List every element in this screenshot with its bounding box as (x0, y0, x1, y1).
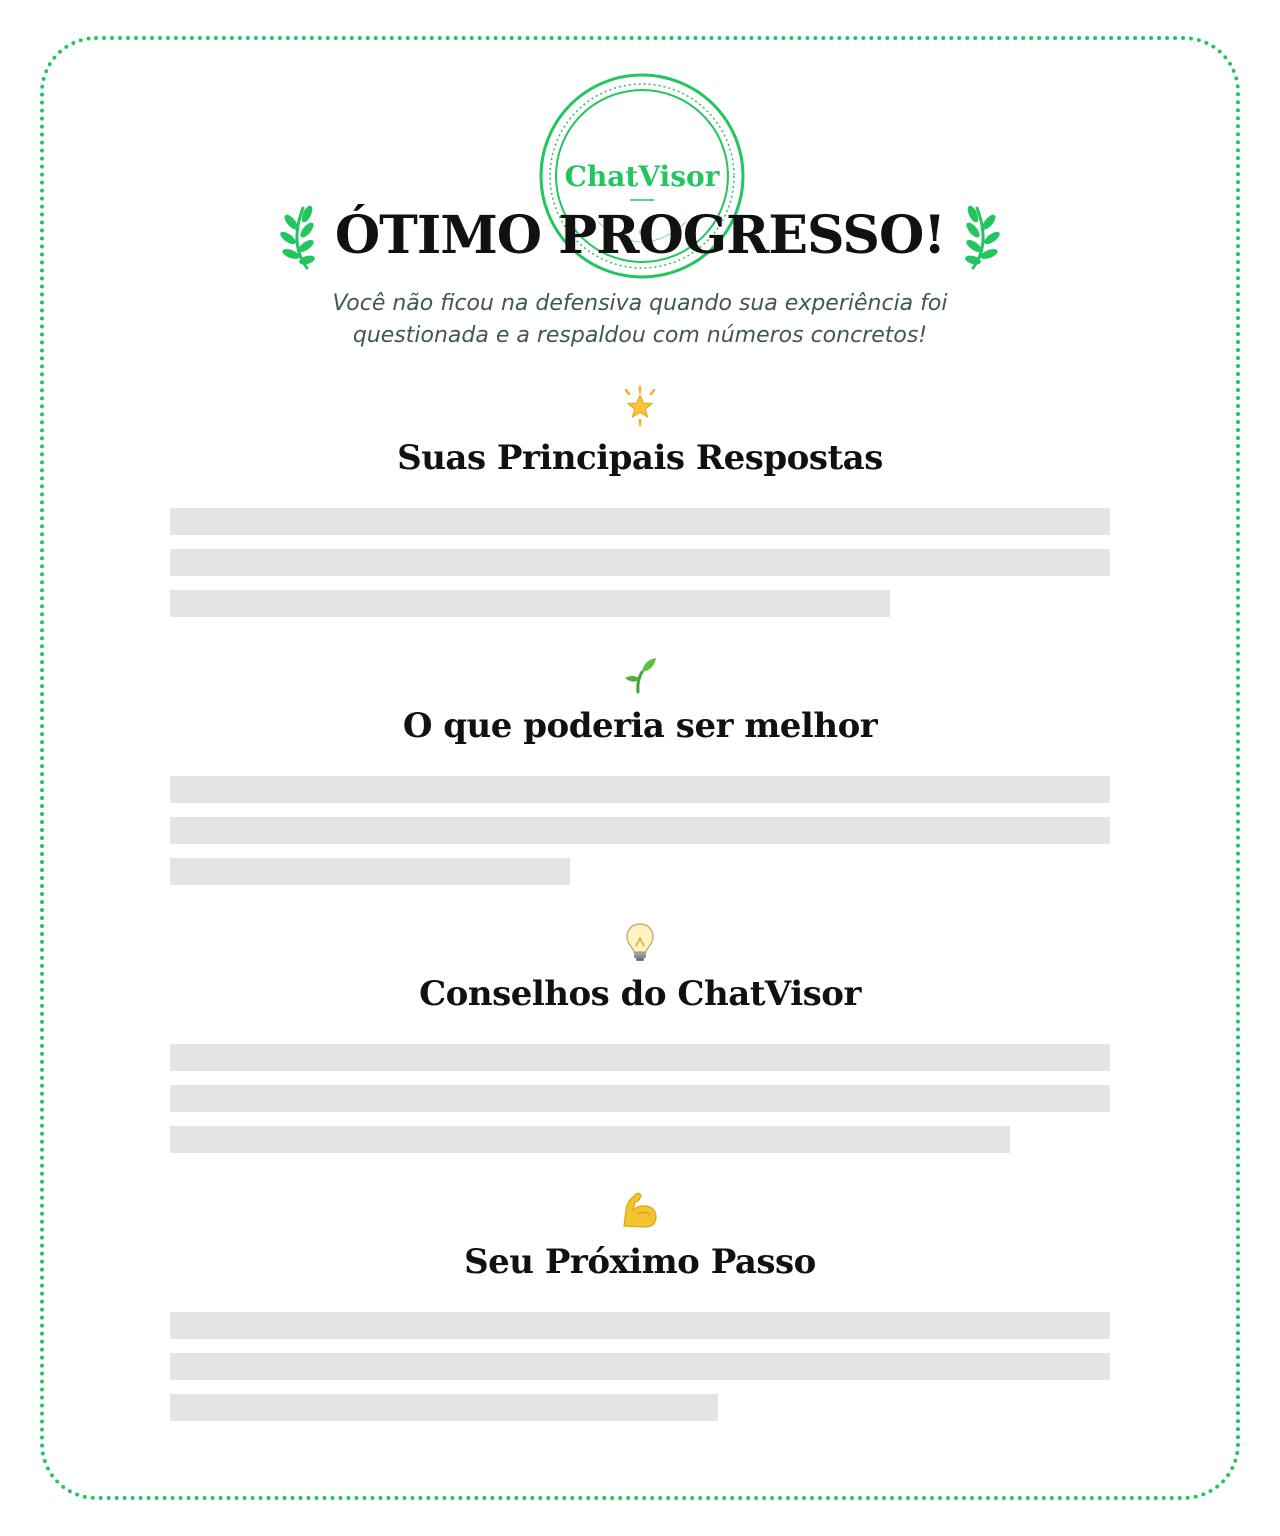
placeholder-line (170, 1085, 1110, 1112)
section-improvements (170, 652, 1110, 899)
title-row (0, 196, 1280, 276)
page-title: ÓTIMO PROGRESSO! (334, 205, 946, 266)
placeholder-line (170, 1312, 1110, 1339)
placeholder-line (170, 1353, 1110, 1380)
placeholder-line (170, 1126, 1010, 1153)
page-subtitle: Você não ficou na defensiva quando sua experiência foi questionada e a respaldou com números concretos! (332, 291, 948, 348)
flexed-biceps-icon (618, 1188, 662, 1232)
section-top-answers (170, 384, 1110, 631)
section-title: Conselhos do ChatVisor (419, 974, 861, 1014)
placeholder-line (170, 817, 1110, 844)
seal-brand-text: ChatVisor (564, 160, 720, 193)
placeholder-line (170, 590, 890, 617)
text-placeholder (170, 508, 1110, 617)
section-title: O que poderia ser melhor (402, 706, 878, 746)
placeholder-line (170, 1394, 718, 1421)
placeholder-line (170, 776, 1110, 803)
text-placeholder (170, 1044, 1110, 1153)
text-placeholder (170, 1312, 1110, 1421)
placeholder-line (170, 508, 1110, 535)
seedling-icon (618, 652, 662, 696)
placeholder-line (170, 858, 570, 885)
section-next-step (170, 1188, 1110, 1435)
section-title: Suas Principais Respostas (397, 438, 883, 478)
placeholder-line (170, 549, 1110, 576)
placeholder-line (170, 1044, 1110, 1071)
text-placeholder (170, 776, 1110, 885)
glowing-star-icon (618, 384, 662, 428)
laurel-right-icon (959, 200, 1003, 272)
section-advice (170, 920, 1110, 1167)
laurel-left-icon (277, 200, 321, 272)
section-title: Seu Próximo Passo (464, 1242, 816, 1282)
light-bulb-icon (618, 920, 662, 964)
